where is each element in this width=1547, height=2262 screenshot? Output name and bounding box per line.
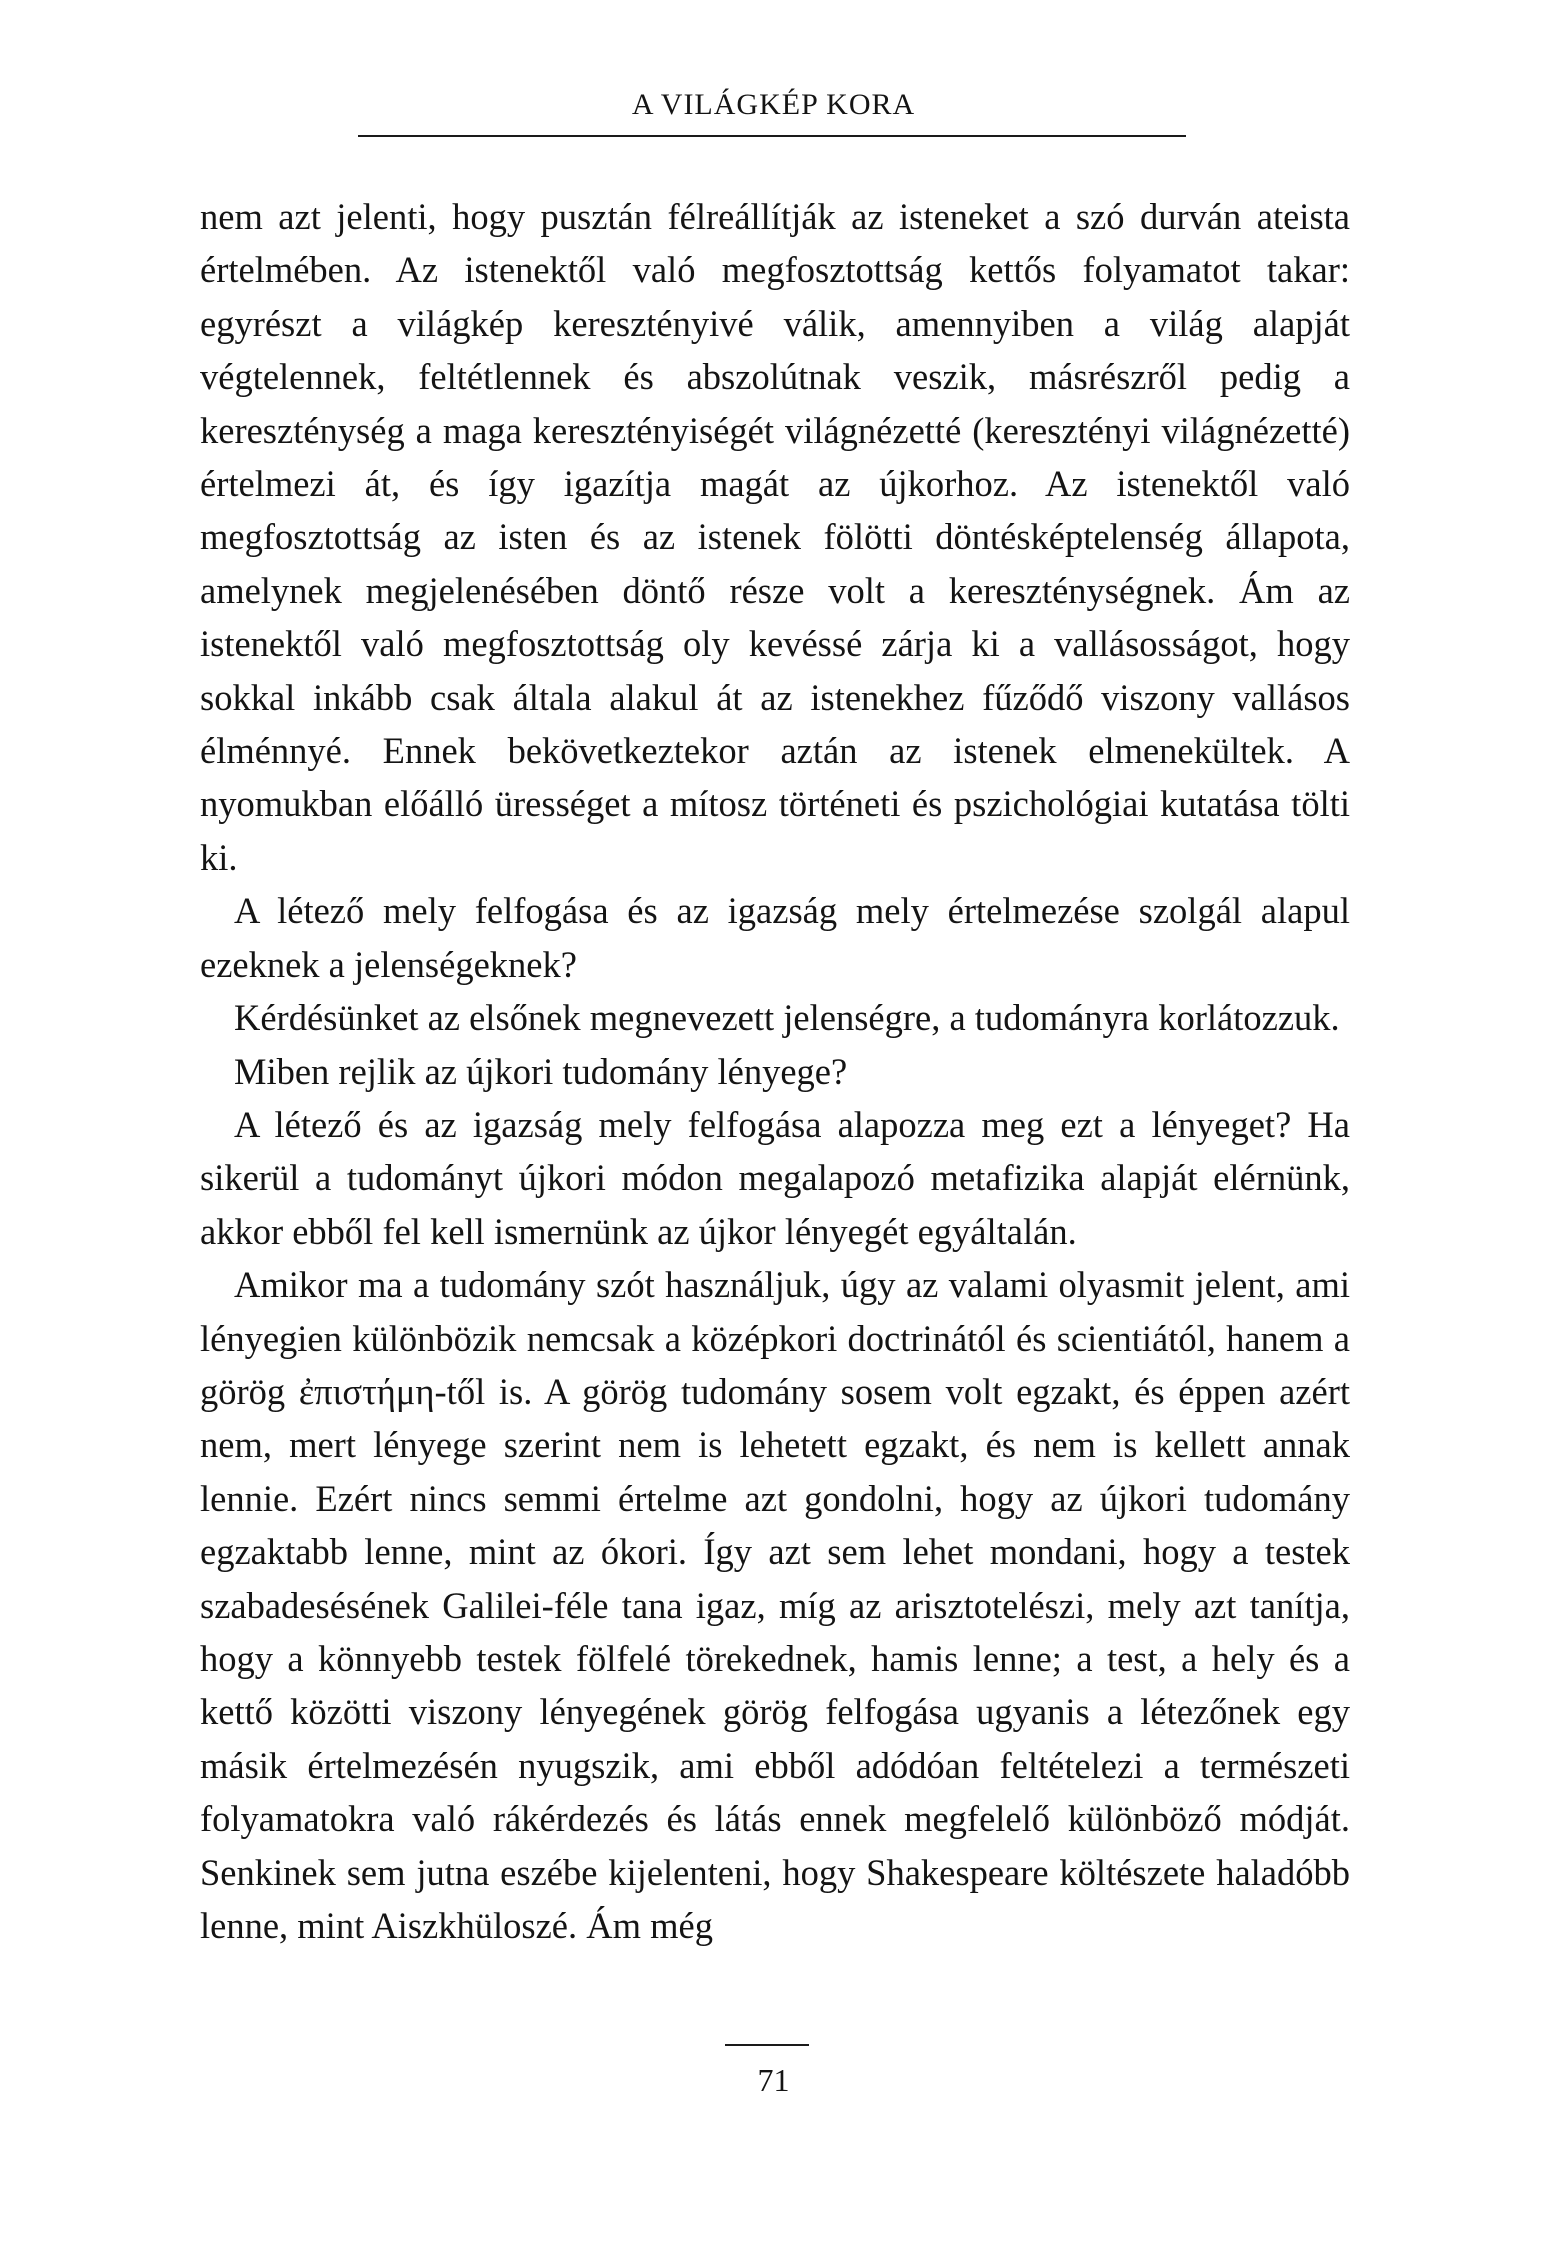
footer-rule: [725, 2044, 809, 2046]
header-rule: [358, 135, 1186, 137]
running-head: A VILÁGKÉP KORA: [631, 88, 916, 121]
paragraph: Miben rejlik az újkori tudomány lényege?: [234, 1050, 848, 1092]
page-number: 71: [757, 2062, 790, 2098]
paragraph: Amikor ma a tudomány szót használjuk, úgy az valami olyasmit jelent, ami lényegien különbözik nemcsak a középkori doctrinától és scientiától, hanem a görög ἐπιστήμη-től is. A görög tudomány sosem volt egzakt, és éppen azért nem, mert lényege szerint nem is lehetett egzakt, és nem is kellett annak lennie. Ezért nincs semmi értelme azt gondolni, hogy az újkori tudomány egzaktabb lenne, mint az ókori. Így azt sem lehet mondani, hogy a testek szabadesésének Galilei-féle tana igaz, míg az arisztotelészi, mely azt tanítja, hogy a könnyebb testek fölfelé törekednek, hamis lenne; a test, a hely és a kettő közötti viszony lényegének görög felfogása ugyanis a létezőnek egy másik értelmezésén nyugszik, ami ebből adódóan feltételezi a természeti folyamatokra való rákérdezés és látás ennek megfelelő különböző módját. Senkinek sem jutna eszébe kijelenteni, hogy Shakespeare költészete haladóbb lenne, mint Aiszkhüloszé. Ám még: [200, 1264, 1350, 1946]
body-text: [200, 190, 1350, 1952]
paragraph: Kérdésünket az elsőnek megnevezett jelenségre, a tudományra korlátozzuk.: [234, 997, 1340, 1039]
paragraph: A létező és az igazság mely felfogása alapozza meg ezt a lényeget? Ha sikerül a tudományt újkori módon megalapozó metafizika alapját elérnünk, akkor ebből fel kell ismernünk az újkor lényegét egyáltalán.: [200, 1103, 1350, 1252]
paragraph: A létező mely felfogása és az igazság mely értelmezése szolgál alapul ezeknek a jelenségeknek?: [200, 890, 1350, 985]
paragraph-continued: nem azt jelenti, hogy pusztán félreállítják az isteneket a szó durván ateista értelmében. Az istenektől való megfosztottság kettős folyamatot takar: egyrészt a világkép keresztényivé válik, amennyiben a világ alapját végtelennek, feltétlennek és abszolútnak veszik, másrészről pedig a kereszténység a maga keresztényiségét világnézetté (keresztényi világnézetté) értelmezi át, és így igazítja magát az újkorhoz. Az istenektől való megfosztottság az isten és az istenek fölötti döntésképtelenség állapota, amelynek megjelenésében döntő része volt a kereszténységnek. Ám az istenektől való megfosztottság oly kevéssé zárja ki a vallásosságot, hogy sokkal inkább csak általa alakul át az istenekhez fűződő viszony vallásos élménnyé. Ennek bekövetkeztekor aztán az istenek elmenekültek. A nyomukban előálló ürességet a mítosz történeti és pszichológiai kutatása tölti ki.: [200, 196, 1350, 878]
